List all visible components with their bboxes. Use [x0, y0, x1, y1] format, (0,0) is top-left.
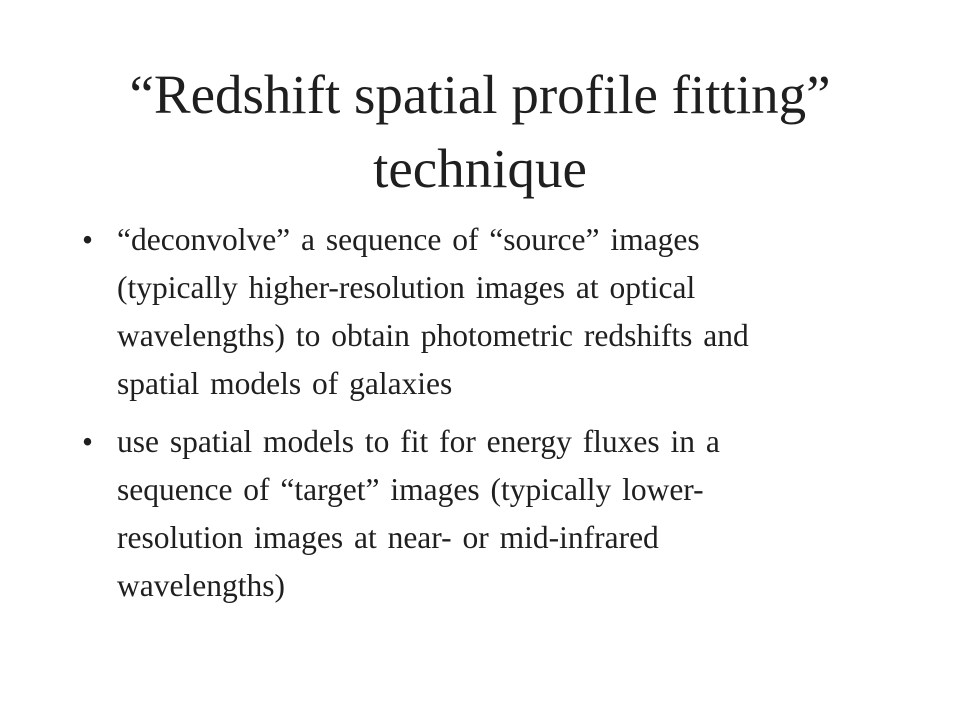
- bullet-marker: •: [82, 424, 94, 459]
- bullet-line: sequence of “target” images (typically lower-: [117, 472, 704, 507]
- bullet-line: spatial models of galaxies: [117, 366, 453, 401]
- bullet-marker: •: [82, 222, 94, 257]
- bullet-item-deconvolve: [82, 216, 882, 408]
- slide-title-line-1: “Redshift spatial profile fitting”: [129, 64, 831, 125]
- bullet-line: resolution images at near- or mid-infrared: [117, 520, 659, 555]
- bullet-item-spatial-models: [82, 418, 882, 610]
- bullet-line: wavelengths) to obtain photometric redshifts and: [117, 318, 749, 353]
- bullet-line: (typically higher-resolution images at optical: [117, 270, 696, 305]
- bullet-line: wavelengths): [117, 568, 285, 603]
- bullet-line: use spatial models to fit for energy fluxes in a: [117, 424, 720, 459]
- slide-title-line-2: technique: [373, 138, 587, 199]
- bullet-line: “deconvolve” a sequence of “source” images: [117, 222, 700, 257]
- slide-title: [60, 58, 900, 206]
- bullet-list: [82, 216, 882, 620]
